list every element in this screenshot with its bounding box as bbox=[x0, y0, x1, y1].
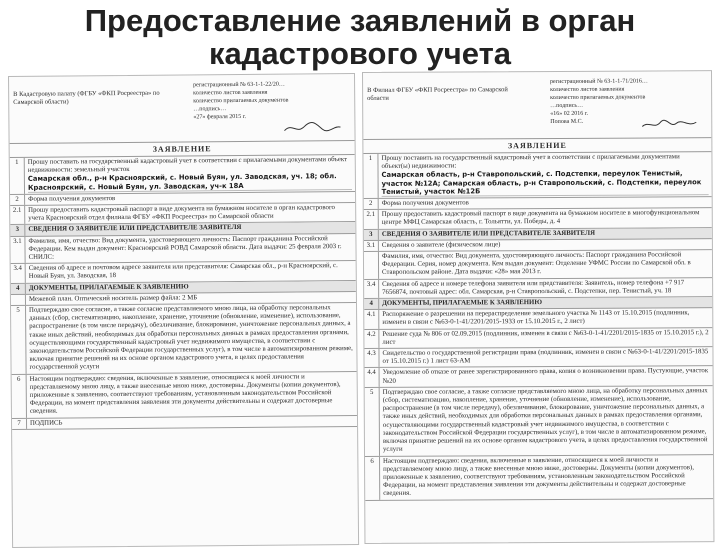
row-text: Прошу предоставить кадастровый паспорт в виде документа на бумажном носителе в многофункциональном центре МФЦ Самарская область, г. Тольятти, ул. Победы, д. 4 bbox=[381, 209, 700, 227]
row-number bbox=[364, 252, 379, 279]
row-number: 4.3 bbox=[364, 349, 379, 367]
row-text: Свидетельство о государственной регистрации права (подлинник, изменен в связи с №63-0-1-41/2201/2015-1835 от 15.10.2015 г.) 1 лист 63-АМ bbox=[382, 348, 709, 366]
row-text: Сведения о заявителе (физическом лице) bbox=[381, 241, 501, 249]
form-row bbox=[11, 303, 357, 375]
row-text: ДОКУМЕНТЫ, ПРИЛАГАЕМЫЕ К ЗАЯВЛЕНИЮ bbox=[382, 299, 542, 307]
reg-line: количество листов заявления bbox=[193, 89, 268, 97]
row-number: 4 bbox=[11, 283, 26, 293]
registration-block bbox=[193, 80, 348, 121]
form-row bbox=[364, 208, 712, 229]
form-row bbox=[365, 386, 713, 456]
form-header bbox=[363, 71, 711, 140]
row-text: Сведения об адресе и номере телефона заявителя или представителя: Заявитель, номер телефона +7 917 7656874, почтовый адрес: обл. Самарская, р-н Ставропольский, с. Подстепки, пер. Тенистый, уч. 18 bbox=[382, 278, 685, 296]
row-content bbox=[380, 455, 713, 500]
row-number: 5 bbox=[365, 388, 380, 456]
row-number: 2 bbox=[364, 199, 379, 209]
row-content bbox=[379, 278, 712, 298]
reg-line: …подпись… bbox=[550, 102, 584, 110]
row-number: 3.1 bbox=[364, 241, 379, 251]
form-row bbox=[363, 152, 711, 199]
signature-stamp bbox=[639, 117, 699, 131]
row-number: 4.1 bbox=[364, 310, 379, 328]
row-number: 3.1 bbox=[10, 236, 25, 263]
row-text: Настоящим подтверждаю: сведения, включенные в заявление, относящиеся к моей личности и представляемому мною лицу, а также внесенные мною ниже, достоверны. Документы (копии документов), приложенные к заявлению, соответствуют требованиям, установленным законодательством Российской Федерации, на момент представления заявления эти документы действительны и содержат достоверные сведения. bbox=[383, 455, 694, 498]
row-text: СВЕДЕНИЯ О ЗАЯВИТЕЛЕ ИЛИ ПРЕДСТАВИТЕЛЕ ЗАЯВИТЕЛЯ bbox=[381, 229, 595, 238]
row-content bbox=[27, 372, 357, 418]
reg-line: Попова М.С. bbox=[550, 118, 584, 126]
row-text: Подтверждаю свое согласие, а также согласие представляемого мною лица, на обработку персональных данных (сбор, систематизацию, накопление, хранение, уточнение (обновление, изменение), использование, распространение (в том числе передачу), обезличивание, блокирование, уничтожение персональных данных, а также иных действий, необходимых для обработки персональных данных в рамках предоставления органами, осуществляющими государственный кадастровый учет недвижимого имущества, в соответствии с законодательством Российской Федерации государственных услуг), в том числе в автоматизированном режиме, включая принятие решений на их основе органом кадастрового учета, в целях предоставления государственной услуги bbox=[382, 387, 708, 454]
row-content bbox=[380, 367, 713, 387]
row-content bbox=[25, 234, 355, 263]
row-number bbox=[11, 295, 26, 305]
slide-title-line-2: кадастрового учета bbox=[208, 36, 512, 71]
reg-line: регистрационный № 63-1-1-22/20… bbox=[193, 81, 285, 89]
row-text: Прошу поставить на государственный кадастровый учет в соответствии с прилагаемыми документами объект недвижимости: земельный участок bbox=[27, 156, 348, 175]
row-number: 3 bbox=[10, 225, 25, 235]
row-content bbox=[379, 228, 712, 240]
row-number: 6 bbox=[365, 456, 380, 499]
row-text: Фамилия, имя, отчество: Вид документа, удостоверяющего личность: Паспорт гражданина Российской Федерации. Серия, номер документа. Кем выдан документ: Отделение УФМС России по Самарской обл. в Ставропольском районе. Дата выдачи: «28» мая 2013 г. bbox=[381, 251, 691, 277]
row-number: 2 bbox=[10, 195, 25, 205]
form-rows bbox=[10, 155, 357, 430]
row-number: 1 bbox=[10, 158, 25, 194]
row-content bbox=[379, 197, 712, 209]
row-number: 5 bbox=[11, 306, 27, 374]
row-text: СВЕДЕНИЯ О ЗАЯВИТЕЛЕ ИЛИ ПРЕДСТАВИТЕЛЕ ЗАЯВИТЕЛЯ bbox=[28, 224, 242, 234]
signature-stamp bbox=[282, 120, 342, 135]
row-content bbox=[380, 386, 713, 455]
handwritten-entry: Самарская обл., р-н Красноярский, с. Новый Буян, ул. Заводская, уч. 18; обл. Красноярский, с. Новый Буян, ул. Заводская, уч-к 18А bbox=[28, 172, 352, 192]
reg-line: количество листов заявления bbox=[550, 86, 625, 94]
row-text: Подтверждаю свое согласие, а также согласие представляемого мною лица, на обработку персональных данных (сбор, систематизацию, накопление, хранение, уточнение (обновление, изменение), использование, распространение (в том числе передачу), обезличивание, блокирование, уничтожение персональных данных, а также иных действий, необходимых для обработки персональных данных в рамках предоставления органами, осуществляющими государственный кадастровый учет недвижимого имущества, в соответствии с законодательством Российской Федерации государственных услуг), в том числе в автоматизированном режиме, включая принятие решений на их основе органом кадастрового учета, в целях предоставления государственной услуги bbox=[29, 304, 353, 372]
row-text: Настоящим подтверждаю: сведения, включенные в заявление, относящиеся к моей личности и представляемому мною лицу, а также внесенные мною ниже, достоверны. Документы (копии документов), приложенные к заявлению, соответствуют требованиям, установленным законодательством Российской Федерации, на момент представления заявления эти документы действительны и содержат достоверные сведения. bbox=[29, 373, 341, 416]
row-number: 2.1 bbox=[10, 206, 25, 225]
row-content bbox=[27, 416, 357, 429]
form-row bbox=[10, 155, 355, 195]
form-row bbox=[12, 372, 357, 419]
reg-line: количество прилагаемых документов bbox=[193, 97, 289, 105]
row-text: Решение суда № 806 от 02.09.2015 (подлинник, изменен в связи с №63-0-1-41/2201/2015-1835 от 15.10.2015 г.), 2 лист bbox=[382, 328, 709, 346]
slide-title-line-1: Предоставление заявлений в орган bbox=[84, 3, 636, 38]
row-number: 4.2 bbox=[364, 330, 379, 348]
row-text: Уведомление об отказе от ранее зарегистрированного права, копия о возникновении права. Пустующие, участок №20 bbox=[382, 367, 709, 385]
slide-title bbox=[0, 4, 720, 70]
row-content bbox=[379, 208, 712, 228]
form-heading: ЗАЯВЛЕНИЕ bbox=[363, 138, 711, 154]
reg-line: «16» 02 2016 г. bbox=[550, 110, 589, 118]
row-number: 6 bbox=[12, 375, 27, 418]
reg-line: …подпись… bbox=[193, 106, 227, 113]
row-content bbox=[379, 328, 712, 348]
reg-line: регистрационный № 63-1-1-71/2016… bbox=[550, 78, 648, 86]
addressee: В Филиал ФГБУ «ФКП Росреестра» по Самарской области bbox=[367, 86, 508, 102]
row-number: 2.1 bbox=[364, 210, 379, 228]
form-row bbox=[364, 328, 712, 349]
reg-line: «27» февраля 2015 г. bbox=[193, 113, 247, 121]
row-text: Форма получения документов bbox=[381, 199, 469, 207]
row-text: Межевой план. Оптический носитель размер файла: 2 МБ bbox=[28, 294, 198, 303]
row-content bbox=[379, 239, 712, 251]
reg-line: количество прилагаемых документов bbox=[550, 94, 646, 102]
form-row bbox=[364, 347, 712, 368]
form-row bbox=[365, 367, 713, 388]
row-content bbox=[26, 303, 357, 374]
row-content bbox=[25, 155, 355, 194]
row-text: Сведения об адресе и почтовом адресе заявителя или представителя: Самарская обл., р-н Красноярский, с. Новый Буян, ул. Заводская, 18 bbox=[28, 262, 338, 281]
row-text: Прошу поставить на государственный кадастровый учет в соответствии с прилагаемыми документами объект(ы) недвижимости: bbox=[381, 153, 680, 171]
row-number: 1 bbox=[363, 154, 378, 198]
row-number: 4 bbox=[364, 299, 379, 309]
row-content bbox=[379, 308, 712, 328]
row-content bbox=[378, 152, 711, 198]
addressee: В Кадастровую палату (ФГБУ «ФКП Росреестра» по Самарской области) bbox=[13, 89, 160, 106]
application-form-left bbox=[8, 73, 359, 548]
row-text: Форма получения документов bbox=[28, 194, 116, 203]
application-form-right bbox=[362, 70, 714, 544]
row-content bbox=[26, 261, 356, 282]
form-heading: ЗАЯВЛЕНИЕ bbox=[10, 141, 355, 158]
form-row bbox=[364, 308, 712, 329]
form-row bbox=[10, 234, 355, 265]
row-content bbox=[25, 203, 355, 224]
row-number: 3 bbox=[364, 230, 379, 240]
row-number: 3.4 bbox=[364, 280, 379, 298]
row-text: Прошу предоставить кадастровый паспорт в виде документа на бумажном носителе в орган кадастрового учета Красноярский отдел филиала ФГБУ «ФКП Росреестра» по Самарской области bbox=[28, 204, 335, 223]
row-number: 3.4 bbox=[11, 264, 26, 283]
row-number: 4.4 bbox=[365, 368, 380, 386]
row-text: ПОДПИСЬ bbox=[29, 419, 63, 427]
form-row bbox=[365, 455, 713, 501]
row-content bbox=[379, 297, 712, 309]
row-text: ДОКУМЕНТЫ, ПРИЛАГАЕМЫЕ К ЗАЯВЛЕНИЮ bbox=[28, 283, 189, 292]
form-header bbox=[9, 74, 355, 144]
row-text: Фамилия, имя, отчество: Вид документа, удостоверяющего личность: Паспорт гражданина Российской Федерации. Кем выдан документ: Красноярский РОВД Самарской области. Дата выдачи: 25 февраля 2003 г. СНИЛС: bbox=[28, 234, 342, 261]
form-rows bbox=[363, 152, 713, 500]
form-row bbox=[364, 278, 712, 299]
row-number: 7 bbox=[12, 419, 27, 429]
row-text: Распоряжение о разрешении на перераспределение земельного участка № 1143 от 15.10.2015 (подлинник, изменен в связи с №63-0-1-41/2201/2015-1933 от 15.10.2015 г., 2 лист) bbox=[382, 309, 690, 327]
form-row bbox=[364, 250, 712, 279]
form-row bbox=[12, 416, 357, 430]
handwritten-entry: Самарская область, р-н Ставропольский, с. Подстепки, переулок Тенистый, участок №12А; Самарская область, р-н Ставропольский, с. Подстепки, переулок Тенистый, участок №12Б bbox=[382, 170, 709, 197]
row-content bbox=[379, 347, 712, 367]
row-content bbox=[379, 250, 712, 278]
